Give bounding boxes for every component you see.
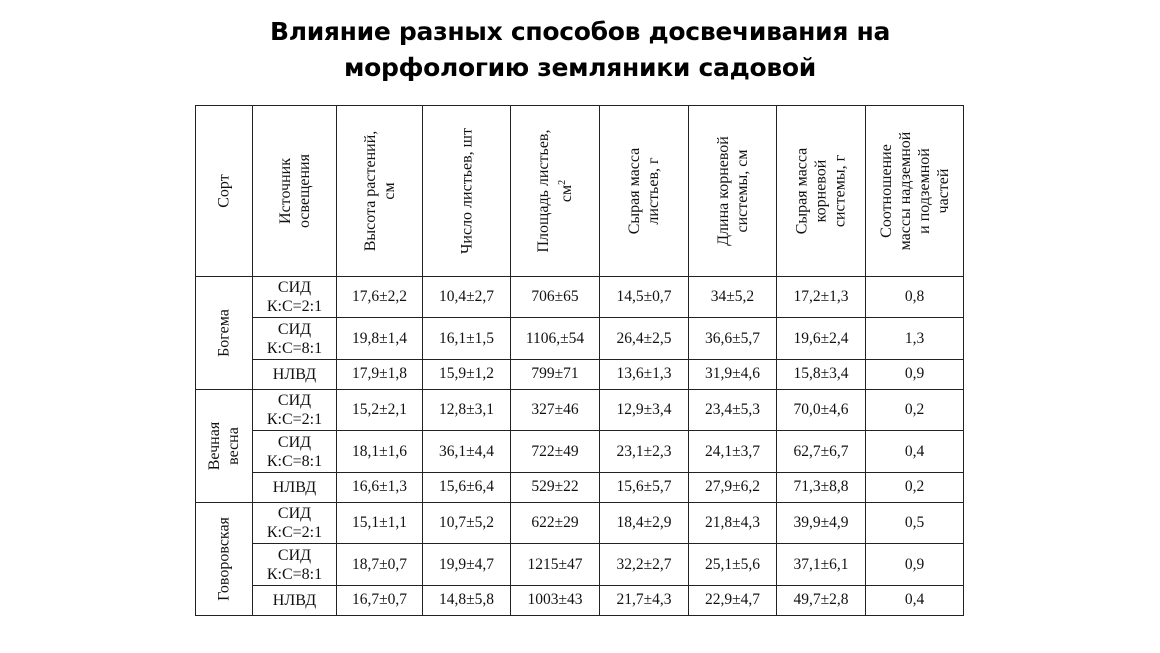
value-cell: 14,8±5,8 <box>423 585 511 615</box>
header-root-length-label: Длина корневой системы, см <box>714 136 751 246</box>
title-line-2: морфологию земляники садовой <box>344 53 816 82</box>
value-cell: 10,4±2,7 <box>423 277 511 318</box>
value-cell: 12,8±3,1 <box>423 389 511 430</box>
value-cell: 14,5±0,7 <box>600 277 689 318</box>
page-title <box>0 14 1160 86</box>
value-cell: 39,9±4,9 <box>777 502 866 543</box>
header-area-label <box>534 109 576 274</box>
source-label: СИД К:С=2:1 <box>266 392 323 429</box>
value-cell: 19,6±2,4 <box>777 318 866 359</box>
value-cell: 0,4 <box>866 585 964 615</box>
value-cell: 0,2 <box>866 472 964 502</box>
value-cell: 34±5,2 <box>689 277 777 318</box>
table-row <box>196 318 964 359</box>
value-cell: 18,1±1,6 <box>337 431 423 472</box>
value-cell: 0,8 <box>866 277 964 318</box>
value-cell: 19,8±1,4 <box>337 318 423 359</box>
value-cell: 31,9±4,6 <box>689 359 777 389</box>
value-cell: 17,2±1,3 <box>777 277 866 318</box>
header-area-sup: 2 <box>556 179 568 185</box>
table-row <box>196 585 964 615</box>
value-cell: 19,9±4,7 <box>423 544 511 585</box>
value-cell: 16,1±1,5 <box>423 318 511 359</box>
table-row <box>196 431 964 472</box>
value-cell: 0,9 <box>866 359 964 389</box>
header-ratio <box>866 106 964 277</box>
value-cell: 22,9±4,7 <box>689 585 777 615</box>
header-ratio-label: Соотношение массы надземной и подземной частей <box>877 131 952 251</box>
title-line-1: Влияние разных способов досвечивания на <box>269 17 891 46</box>
sort-name: Говоровская <box>215 517 233 601</box>
value-cell: 18,7±0,7 <box>337 544 423 585</box>
source-label: НЛВД <box>272 365 317 383</box>
header-row <box>196 106 964 277</box>
sort-name: Вечная весна <box>206 421 242 471</box>
value-cell: 21,8±4,3 <box>689 502 777 543</box>
value-cell: 23,1±2,3 <box>600 431 689 472</box>
header-root-length <box>689 106 777 277</box>
source-label: СИД К:С=8:1 <box>266 546 323 583</box>
value-cell: 16,7±0,7 <box>337 585 423 615</box>
value-cell: 32,2±2,7 <box>600 544 689 585</box>
value-cell: 36,1±4,4 <box>423 431 511 472</box>
value-cell: 27,9±6,2 <box>689 472 777 502</box>
header-root-mass-label: Сырая масса корневой системы, г <box>793 147 849 235</box>
value-cell: 0,2 <box>866 389 964 430</box>
source-cell <box>253 472 337 502</box>
value-cell: 37,1±6,1 <box>777 544 866 585</box>
value-cell: 1215±47 <box>511 544 600 585</box>
value-cell: 15,6±5,7 <box>600 472 689 502</box>
value-cell: 10,7±5,2 <box>423 502 511 543</box>
value-cell: 36,6±5,7 <box>689 318 777 359</box>
source-label: СИД К:С=8:1 <box>266 320 323 357</box>
value-cell: 327±46 <box>511 389 600 430</box>
header-leaves-label: Число листьев, шт <box>458 128 475 254</box>
header-height <box>337 106 423 277</box>
value-cell: 62,7±6,7 <box>777 431 866 472</box>
value-cell: 529±22 <box>511 472 600 502</box>
header-area <box>511 106 600 277</box>
sort-name: Богема <box>215 309 233 357</box>
value-cell: 26,4±2,5 <box>600 318 689 359</box>
source-label: НЛВД <box>272 478 317 496</box>
source-label: СИД К:С=2:1 <box>266 505 323 542</box>
table-row <box>196 544 964 585</box>
header-leaf-mass-label: Сырая масса листьев, г <box>626 147 662 235</box>
value-cell: 0,9 <box>866 544 964 585</box>
value-cell: 15,6±6,4 <box>423 472 511 502</box>
sort-cell <box>196 389 253 502</box>
header-sort <box>196 106 253 277</box>
header-leaves <box>423 106 511 277</box>
source-label: СИД К:С=2:1 <box>266 279 323 316</box>
table-row <box>196 359 964 389</box>
sort-cell <box>196 277 253 390</box>
value-cell: 25,1±5,6 <box>689 544 777 585</box>
source-cell <box>253 277 337 318</box>
data-table <box>195 105 964 616</box>
value-cell: 16,6±1,3 <box>337 472 423 502</box>
value-cell: 49,7±2,8 <box>777 585 866 615</box>
value-cell: 71,3±8,8 <box>777 472 866 502</box>
value-cell: 13,6±1,3 <box>600 359 689 389</box>
table-body <box>196 277 964 616</box>
value-cell: 15,1±1,1 <box>337 502 423 543</box>
table-row <box>196 389 964 430</box>
value-cell: 70,0±4,6 <box>777 389 866 430</box>
value-cell: 17,9±1,8 <box>337 359 423 389</box>
table-row <box>196 277 964 318</box>
value-cell: 15,9±1,2 <box>423 359 511 389</box>
value-cell: 24,1±3,7 <box>689 431 777 472</box>
source-cell <box>253 359 337 389</box>
data-table-container <box>195 105 963 616</box>
table-row <box>196 502 964 543</box>
value-cell: 1106,±54 <box>511 318 600 359</box>
header-area-text: Площадь листьев, см <box>534 129 576 253</box>
header-height-label: Высота растений, см <box>361 130 398 252</box>
source-cell <box>253 585 337 615</box>
header-sort-label: Сорт <box>215 174 233 208</box>
value-cell: 0,4 <box>866 431 964 472</box>
value-cell: 23,4±5,3 <box>689 389 777 430</box>
source-cell <box>253 389 337 430</box>
source-label: СИД К:С=8:1 <box>266 433 323 470</box>
value-cell: 17,6±2,2 <box>337 277 423 318</box>
value-cell: 799±71 <box>511 359 600 389</box>
header-source <box>253 106 337 277</box>
value-cell: 0,5 <box>866 502 964 543</box>
header-leaf-mass <box>600 106 689 277</box>
value-cell: 18,4±2,9 <box>600 502 689 543</box>
sort-cell <box>196 502 253 615</box>
value-cell: 1003±43 <box>511 585 600 615</box>
value-cell: 622±29 <box>511 502 600 543</box>
value-cell: 21,7±4,3 <box>600 585 689 615</box>
value-cell: 15,8±3,4 <box>777 359 866 389</box>
value-cell: 1,3 <box>866 318 964 359</box>
source-cell <box>253 431 337 472</box>
value-cell: 15,2±2,1 <box>337 389 423 430</box>
value-cell: 706±65 <box>511 277 600 318</box>
header-root-mass <box>777 106 866 277</box>
source-cell <box>253 318 337 359</box>
table-row <box>196 472 964 502</box>
source-cell <box>253 544 337 585</box>
header-source-label: Источник освещения <box>276 154 313 228</box>
value-cell: 12,9±3,4 <box>600 389 689 430</box>
source-cell <box>253 502 337 543</box>
value-cell: 722±49 <box>511 431 600 472</box>
source-label: НЛВД <box>272 591 317 609</box>
